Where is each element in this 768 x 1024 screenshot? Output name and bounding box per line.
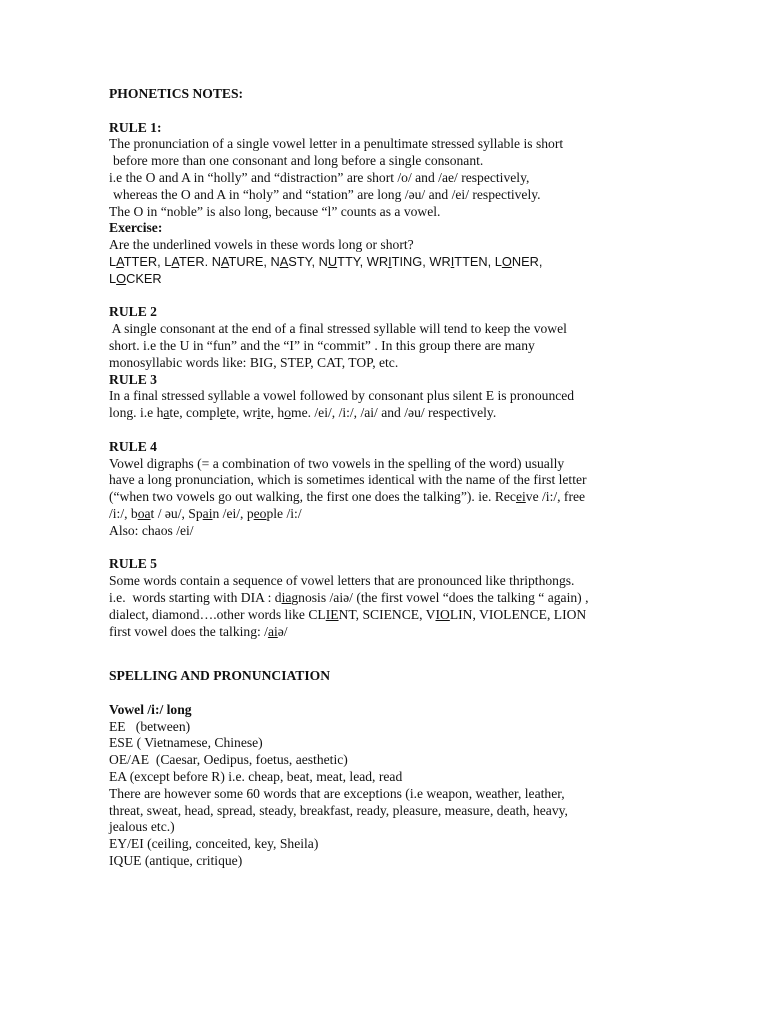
text-segment: me. /ei/, /i:/, /ai/ and /əu/ respectively. xyxy=(291,405,497,421)
rule-2-text-line: A single consonant at the end of a final stressed syllable will tend to keep the vowel xyxy=(109,321,567,337)
rule-4-text-line: have a long pronunciation, which is sometimes identical with the name of the first letter xyxy=(109,472,587,488)
spelling-line: jealous etc.) xyxy=(109,819,175,835)
vowel-heading: Vowel /i:/ long xyxy=(109,701,192,717)
underlined-vowel: ai xyxy=(202,505,213,521)
underlined-vowel: o xyxy=(284,405,291,421)
spelling-line: EE (between) xyxy=(109,718,191,734)
rule-3-section xyxy=(109,372,739,422)
underlined-vowel: i xyxy=(257,405,261,421)
text-segment: gnosis /aiə/ (the first vowel “does the talking “ again) , xyxy=(291,589,589,605)
rule-5-text-line: Some words contain a sequence of vowel letters that are pronounced like thripthongs. xyxy=(109,573,575,589)
text-segment: LIN, VIOLENCE, LION xyxy=(449,606,587,622)
rule-2-text-line: short. i.e the U in “fun” and the “I” in “commit” . In this group there are many xyxy=(109,337,535,353)
underlined-vowel: O xyxy=(501,253,512,269)
exercise-word: LOCKER xyxy=(109,270,162,286)
exercise-label: Exercise: xyxy=(109,220,163,236)
spelling-line: OE/AE (Caesar, Oedipus, foetus, aesthetic) xyxy=(109,752,348,768)
underlined-vowel: U xyxy=(327,253,338,269)
underlined-vowel: IO xyxy=(435,606,450,622)
rule-1-text-line: The O in “noble” is also long, because “l” counts as a vowel. xyxy=(109,203,441,219)
spelling-line: ESE ( Vietnamese, Chinese) xyxy=(109,735,263,751)
spelling-line: EY/EI (ceiling, conceited, key, Sheila) xyxy=(109,836,319,852)
rule-5-text-line xyxy=(109,590,739,607)
spelling-heading: SPELLING AND PRONUNCIATION xyxy=(109,668,331,684)
rule-4-text-line: Also: chaos /ei/ xyxy=(109,522,194,538)
underlined-vowel: oa xyxy=(137,505,151,521)
underlined-vowel: A xyxy=(116,253,124,269)
underlined-vowel: A xyxy=(171,253,179,269)
text-segment: t / əu/, Sp xyxy=(150,505,203,521)
underlined-vowel: e xyxy=(220,405,227,421)
rule-1-text-line: i.e the O and A in “holly” and “distraction” are short /o/ and /ae/ respectively, xyxy=(109,169,530,185)
text-segment: first vowel does the talking: / xyxy=(109,623,268,639)
rule-4-text-line: Vowel digraphs (= a combination of two vowels in the spelling of the word) usually xyxy=(109,455,565,471)
rule-2-heading: RULE 2 xyxy=(109,304,157,320)
rule-1-section xyxy=(109,120,739,288)
rule-5-heading: RULE 5 xyxy=(109,556,157,572)
rule-4-text-line xyxy=(109,489,739,506)
spacer xyxy=(109,422,739,439)
rule-4-text-line xyxy=(109,506,739,523)
underlined-vowel: I xyxy=(450,253,455,269)
spelling-line: IQUE (antique, critique) xyxy=(109,853,243,869)
rule-5-text-line xyxy=(109,624,739,641)
underlined-vowel: IE xyxy=(325,606,339,622)
rule-2-text-line: monosyllabic words like: BIG, STEP, CAT, TOP, etc. xyxy=(109,354,399,370)
rule-1-text-line: before more than one consonant and long before a single consonant. xyxy=(113,153,484,169)
underlined-vowel: A xyxy=(220,253,229,269)
exercise-word: WRITING, xyxy=(366,253,430,269)
exercise-word: NATURE, xyxy=(211,253,271,269)
underlined-vowel: ei xyxy=(515,489,526,505)
underlined-vowel: ia xyxy=(281,589,292,605)
spacer xyxy=(109,640,739,668)
exercise-words-line xyxy=(109,254,739,271)
text-segment: (“when two vowels go out walking, the first one does the talking”). ie. Rec xyxy=(109,489,516,505)
page-title: PHONETICS NOTES: xyxy=(109,86,244,101)
rule-1-heading: RULE 1: xyxy=(109,119,162,135)
text-segment: n /ei/, p xyxy=(212,505,254,521)
text-segment: long. i.e h xyxy=(109,405,164,421)
underlined-vowel: a xyxy=(163,405,170,421)
rule-1-text-line: whereas the O and A in “holy” and “station” are long /əu/ and /ei/ respectively. xyxy=(113,186,541,202)
text-segment: ple /i:/ xyxy=(266,505,302,521)
underlined-vowel: eo xyxy=(253,505,267,521)
underlined-vowel: I xyxy=(388,253,392,269)
exercise-word: WRITTEN, xyxy=(429,253,495,269)
exercise-word: LONER, xyxy=(494,253,543,269)
rule-4-heading: RULE 4 xyxy=(109,438,157,454)
text-segment: i.e. words starting with DIA : d xyxy=(109,589,282,605)
text-segment: /i:/, b xyxy=(109,505,138,521)
text-segment: te, wr xyxy=(226,405,258,421)
text-segment: ə/ xyxy=(277,623,288,639)
exercise-question: Are the underlined vowels in these words long or short? xyxy=(109,237,414,253)
spelling-line: threat, sweat, head, spread, steady, breakfast, ready, pleasure, measure, death, heavy, xyxy=(109,802,568,818)
underlined-vowel: O xyxy=(116,270,127,286)
spacer xyxy=(109,103,739,120)
spelling-line: There are however some 60 words that are exceptions (i.e weapon, weather, leather, xyxy=(109,785,565,801)
spelling-line: EA (except before R) i.e. cheap, beat, meat, lead, read xyxy=(109,769,403,785)
spelling-section xyxy=(109,668,739,870)
rule-3-text-line xyxy=(109,405,739,422)
text-segment: ve /i:/, free xyxy=(525,489,586,505)
exercise-word: LATTER, xyxy=(109,253,165,269)
rule-5-text-line xyxy=(109,607,739,624)
underlined-vowel: A xyxy=(279,253,289,269)
exercise-word: LATER. xyxy=(164,253,212,269)
exercise-words-line xyxy=(109,271,739,288)
rule-1-text-line: The pronunciation of a single vowel letter in a penultimate stressed syllable is short xyxy=(109,136,564,152)
document-page xyxy=(109,86,739,870)
underlined-vowel: ai xyxy=(267,623,278,639)
rule-3-text-line: In a final stressed syllable a vowel followed by consonant plus silent E is pronounced xyxy=(109,388,575,404)
spacer xyxy=(109,685,739,702)
rule-5-section xyxy=(109,556,739,640)
rule-4-section xyxy=(109,439,739,540)
spacer xyxy=(109,540,739,557)
text-segment: te, compl xyxy=(169,405,221,421)
spacer xyxy=(109,288,739,305)
rule-3-heading: RULE 3 xyxy=(109,371,157,387)
exercise-word: NUTTY, xyxy=(318,253,367,269)
rule-2-section xyxy=(109,304,739,371)
text-segment: te, h xyxy=(260,405,285,421)
text-segment: dialect, diamond….other words like CL xyxy=(109,606,326,622)
exercise-word: NASTY, xyxy=(270,253,319,269)
text-segment: NT, SCIENCE, V xyxy=(338,606,436,622)
